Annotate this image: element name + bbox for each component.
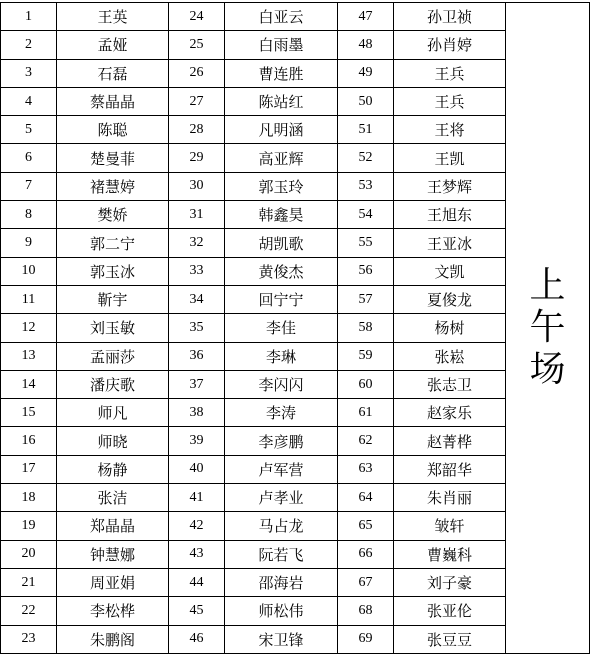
student-name: 孟娅 [57, 31, 169, 59]
table-row [1, 342, 590, 370]
seat-number: 50 [338, 87, 394, 115]
seat-number: 66 [338, 540, 394, 568]
seat-number: 47 [338, 3, 394, 31]
seat-number: 21 [1, 568, 57, 596]
table-row [1, 116, 590, 144]
table-row [1, 625, 590, 653]
seat-number: 32 [169, 229, 225, 257]
table-row [1, 229, 590, 257]
student-name: 张豆豆 [394, 625, 506, 653]
seat-number: 27 [169, 87, 225, 115]
student-name: 朱肖丽 [394, 484, 506, 512]
student-name: 张志卫 [394, 370, 506, 398]
student-name: 卢孝业 [225, 484, 338, 512]
student-name: 周亚娟 [57, 568, 169, 596]
student-name: 李涛 [225, 399, 338, 427]
session-cell [506, 3, 590, 654]
student-name: 陈聪 [57, 116, 169, 144]
seat-number: 20 [1, 540, 57, 568]
student-name: 孟丽莎 [57, 342, 169, 370]
seat-number: 60 [338, 370, 394, 398]
student-name: 王凯 [394, 144, 506, 172]
seat-number: 38 [169, 399, 225, 427]
student-name: 凡明涵 [225, 116, 338, 144]
student-name: 楚曼菲 [57, 144, 169, 172]
student-name: 张亚伦 [394, 597, 506, 625]
seat-number: 8 [1, 201, 57, 229]
table-row [1, 87, 590, 115]
table-row [1, 540, 590, 568]
seat-number: 1 [1, 3, 57, 31]
student-name: 李琳 [225, 342, 338, 370]
student-name: 刘玉敏 [57, 314, 169, 342]
student-name: 卢军营 [225, 455, 338, 483]
seat-number: 5 [1, 116, 57, 144]
seat-number: 28 [169, 116, 225, 144]
seat-number: 57 [338, 285, 394, 313]
seat-number: 44 [169, 568, 225, 596]
student-name: 张洁 [57, 484, 169, 512]
seat-number: 49 [338, 59, 394, 87]
student-name: 樊娇 [57, 201, 169, 229]
student-name: 孙肖婷 [394, 31, 506, 59]
table-row [1, 512, 590, 540]
seat-number: 65 [338, 512, 394, 540]
seat-number: 43 [169, 540, 225, 568]
seat-number: 64 [338, 484, 394, 512]
student-name: 赵家乐 [394, 399, 506, 427]
seat-number: 35 [169, 314, 225, 342]
table-row [1, 59, 590, 87]
student-name: 褚慧婷 [57, 172, 169, 200]
seat-number: 58 [338, 314, 394, 342]
seat-number: 37 [169, 370, 225, 398]
student-name: 郑晶晶 [57, 512, 169, 540]
table-row [1, 172, 590, 200]
seat-number: 14 [1, 370, 57, 398]
seat-number: 41 [169, 484, 225, 512]
student-name: 郑韶华 [394, 455, 506, 483]
seat-number: 61 [338, 399, 394, 427]
student-name: 王将 [394, 116, 506, 144]
table-row [1, 399, 590, 427]
seat-number: 67 [338, 568, 394, 596]
seat-number: 22 [1, 597, 57, 625]
student-name: 邵海岩 [225, 568, 338, 596]
seat-number: 45 [169, 597, 225, 625]
seat-number: 2 [1, 31, 57, 59]
seat-number: 26 [169, 59, 225, 87]
seat-number: 16 [1, 427, 57, 455]
seat-number: 53 [338, 172, 394, 200]
student-name: 王兵 [394, 87, 506, 115]
seat-number: 42 [169, 512, 225, 540]
student-name: 蔡晶晶 [57, 87, 169, 115]
student-name: 曹连胜 [225, 59, 338, 87]
student-name: 刘子豪 [394, 568, 506, 596]
seat-number: 19 [1, 512, 57, 540]
seat-number: 12 [1, 314, 57, 342]
seat-number: 17 [1, 455, 57, 483]
table-row [1, 3, 590, 31]
student-name: 师晓 [57, 427, 169, 455]
student-name: 李佳 [225, 314, 338, 342]
session-label: 上午场 [529, 264, 566, 390]
student-name: 文凯 [394, 257, 506, 285]
seat-number: 10 [1, 257, 57, 285]
seat-number: 6 [1, 144, 57, 172]
student-name: 胡凯歌 [225, 229, 338, 257]
student-name: 杨树 [394, 314, 506, 342]
student-name: 王亚冰 [394, 229, 506, 257]
student-name: 回宁宁 [225, 285, 338, 313]
seat-number: 39 [169, 427, 225, 455]
seat-number: 29 [169, 144, 225, 172]
table-row [1, 31, 590, 59]
seat-number: 62 [338, 427, 394, 455]
table-row [1, 568, 590, 596]
student-name: 白雨墨 [225, 31, 338, 59]
student-name: 靳宇 [57, 285, 169, 313]
seat-number: 51 [338, 116, 394, 144]
student-name: 宋卫锋 [225, 625, 338, 653]
student-name: 李闪闪 [225, 370, 338, 398]
student-name: 黄俊杰 [225, 257, 338, 285]
table-row [1, 455, 590, 483]
seat-number: 3 [1, 59, 57, 87]
table-row [1, 285, 590, 313]
seat-number: 52 [338, 144, 394, 172]
student-name: 韩鑫昊 [225, 201, 338, 229]
seat-number: 63 [338, 455, 394, 483]
seat-number: 18 [1, 484, 57, 512]
seat-number: 31 [169, 201, 225, 229]
student-name: 赵菁桦 [394, 427, 506, 455]
student-name: 王梦辉 [394, 172, 506, 200]
seat-number: 36 [169, 342, 225, 370]
seat-number: 55 [338, 229, 394, 257]
student-name: 马占龙 [225, 512, 338, 540]
seat-number: 24 [169, 3, 225, 31]
student-name: 郭玉冰 [57, 257, 169, 285]
seat-number: 40 [169, 455, 225, 483]
seat-number: 54 [338, 201, 394, 229]
student-name: 阮若飞 [225, 540, 338, 568]
student-name: 曹巍科 [394, 540, 506, 568]
table-row [1, 257, 590, 285]
table-row [1, 484, 590, 512]
seat-number: 9 [1, 229, 57, 257]
table-row [1, 314, 590, 342]
student-name: 王兵 [394, 59, 506, 87]
student-name: 白亚云 [225, 3, 338, 31]
seat-number: 11 [1, 285, 57, 313]
student-name: 李松桦 [57, 597, 169, 625]
seat-number: 4 [1, 87, 57, 115]
seat-number: 13 [1, 342, 57, 370]
seat-number: 68 [338, 597, 394, 625]
roster-body [1, 3, 590, 654]
student-name: 王旭东 [394, 201, 506, 229]
seat-number: 15 [1, 399, 57, 427]
seat-number: 59 [338, 342, 394, 370]
table-row [1, 427, 590, 455]
table-row [1, 597, 590, 625]
student-name: 孙卫祯 [394, 3, 506, 31]
student-name: 潘庆歌 [57, 370, 169, 398]
student-name: 陈站红 [225, 87, 338, 115]
student-name: 王英 [57, 3, 169, 31]
seat-number: 7 [1, 172, 57, 200]
seat-number: 23 [1, 625, 57, 653]
table-row [1, 201, 590, 229]
table-row [1, 144, 590, 172]
student-name: 钟慧娜 [57, 540, 169, 568]
seat-number: 34 [169, 285, 225, 313]
seat-number: 69 [338, 625, 394, 653]
seat-number: 33 [169, 257, 225, 285]
student-name: 李彦鹏 [225, 427, 338, 455]
seat-number: 56 [338, 257, 394, 285]
seat-number: 48 [338, 31, 394, 59]
student-name: 皱轩 [394, 512, 506, 540]
student-name: 师凡 [57, 399, 169, 427]
seat-number: 46 [169, 625, 225, 653]
student-name: 郭玉玲 [225, 172, 338, 200]
student-name: 师松伟 [225, 597, 338, 625]
student-name: 高亚辉 [225, 144, 338, 172]
student-name: 朱鹏阁 [57, 625, 169, 653]
seat-number: 30 [169, 172, 225, 200]
student-name: 夏俊龙 [394, 285, 506, 313]
student-name: 石磊 [57, 59, 169, 87]
student-name: 张崧 [394, 342, 506, 370]
student-name: 杨静 [57, 455, 169, 483]
student-name: 郭二宁 [57, 229, 169, 257]
roster-table [0, 2, 590, 654]
table-row [1, 370, 590, 398]
seat-number: 25 [169, 31, 225, 59]
